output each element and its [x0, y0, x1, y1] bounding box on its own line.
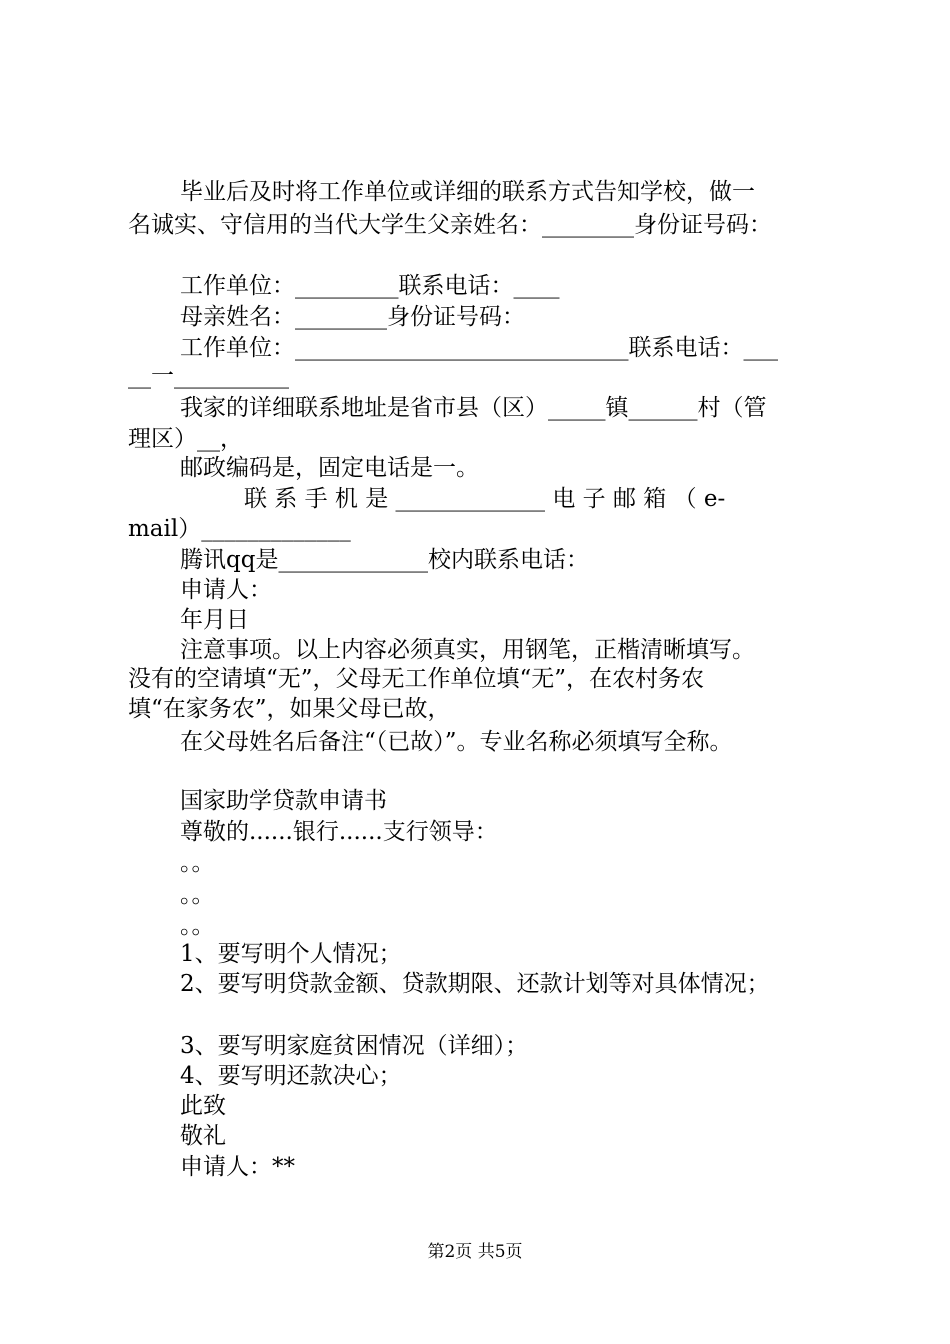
text-line: 我家的详细联系地址是省市县（区）_____镇______村（管: [180, 395, 767, 421]
text-line: 邮政编码是，固定电话是一。: [180, 455, 479, 481]
list-item: 3、要写明家庭贫困情况（详细）；: [180, 1033, 529, 1059]
text-line: 工作单位：_____________________________联系电话：___: [180, 335, 778, 361]
text-line: 母亲姓名：________身份证号码：: [180, 304, 525, 330]
text-line: 腾讯qq是_____________校内联系电话：: [180, 547, 589, 573]
text-line: 在父母姓名后备注“（已故）”。专业名称必须填写全称。: [180, 729, 733, 755]
text-line: 名诚实、守信用的当代大学生父亲姓名：________身份证号码：: [128, 212, 772, 238]
text-line: 理区）__，: [128, 426, 243, 452]
text-line: 。。: [180, 850, 215, 876]
text-line: 此致: [180, 1093, 226, 1119]
text-line: 工作单位：_________联系电话：____: [180, 273, 560, 299]
text-line: 敬礼: [180, 1123, 226, 1149]
text-line: 没有的空请填“无”，父母无工作单位填“无”，在农村务农: [128, 666, 705, 692]
text-line: 申请人：: [180, 577, 272, 603]
text-line: 。。: [180, 913, 215, 939]
text-line: 注意事项。以上内容必须真实，用钢笔，正楷清晰填写。: [180, 637, 755, 663]
page-footer: 第2页 共5页: [427, 1242, 523, 1262]
text-line: __一__________: [128, 363, 289, 389]
text-line: 填“在家务农”，如果父母已故，: [128, 696, 451, 722]
list-item: 1、要写明个人情况；: [180, 941, 402, 967]
text-line: 尊敬的......银行......支行领导：: [180, 819, 498, 845]
document-title: 国家助学贷款申请书: [180, 788, 387, 814]
list-item: 4、要写明还款决心；: [180, 1063, 402, 1089]
text-line: 申请人：**: [180, 1154, 295, 1180]
text-line: 联 系 手 机 是 _____________ 电 子 邮 箱 （ e-: [244, 486, 726, 512]
text-line: 年月日: [180, 607, 249, 633]
text-line: mail）_____________: [128, 516, 351, 542]
text-line: 。。: [180, 882, 215, 908]
text-line: 毕业后及时将工作单位或详细的联系方式告知学校，做一: [180, 179, 755, 205]
list-item: 2、要写明贷款金额、贷款期限、还款计划等对具体情况；: [180, 971, 770, 997]
